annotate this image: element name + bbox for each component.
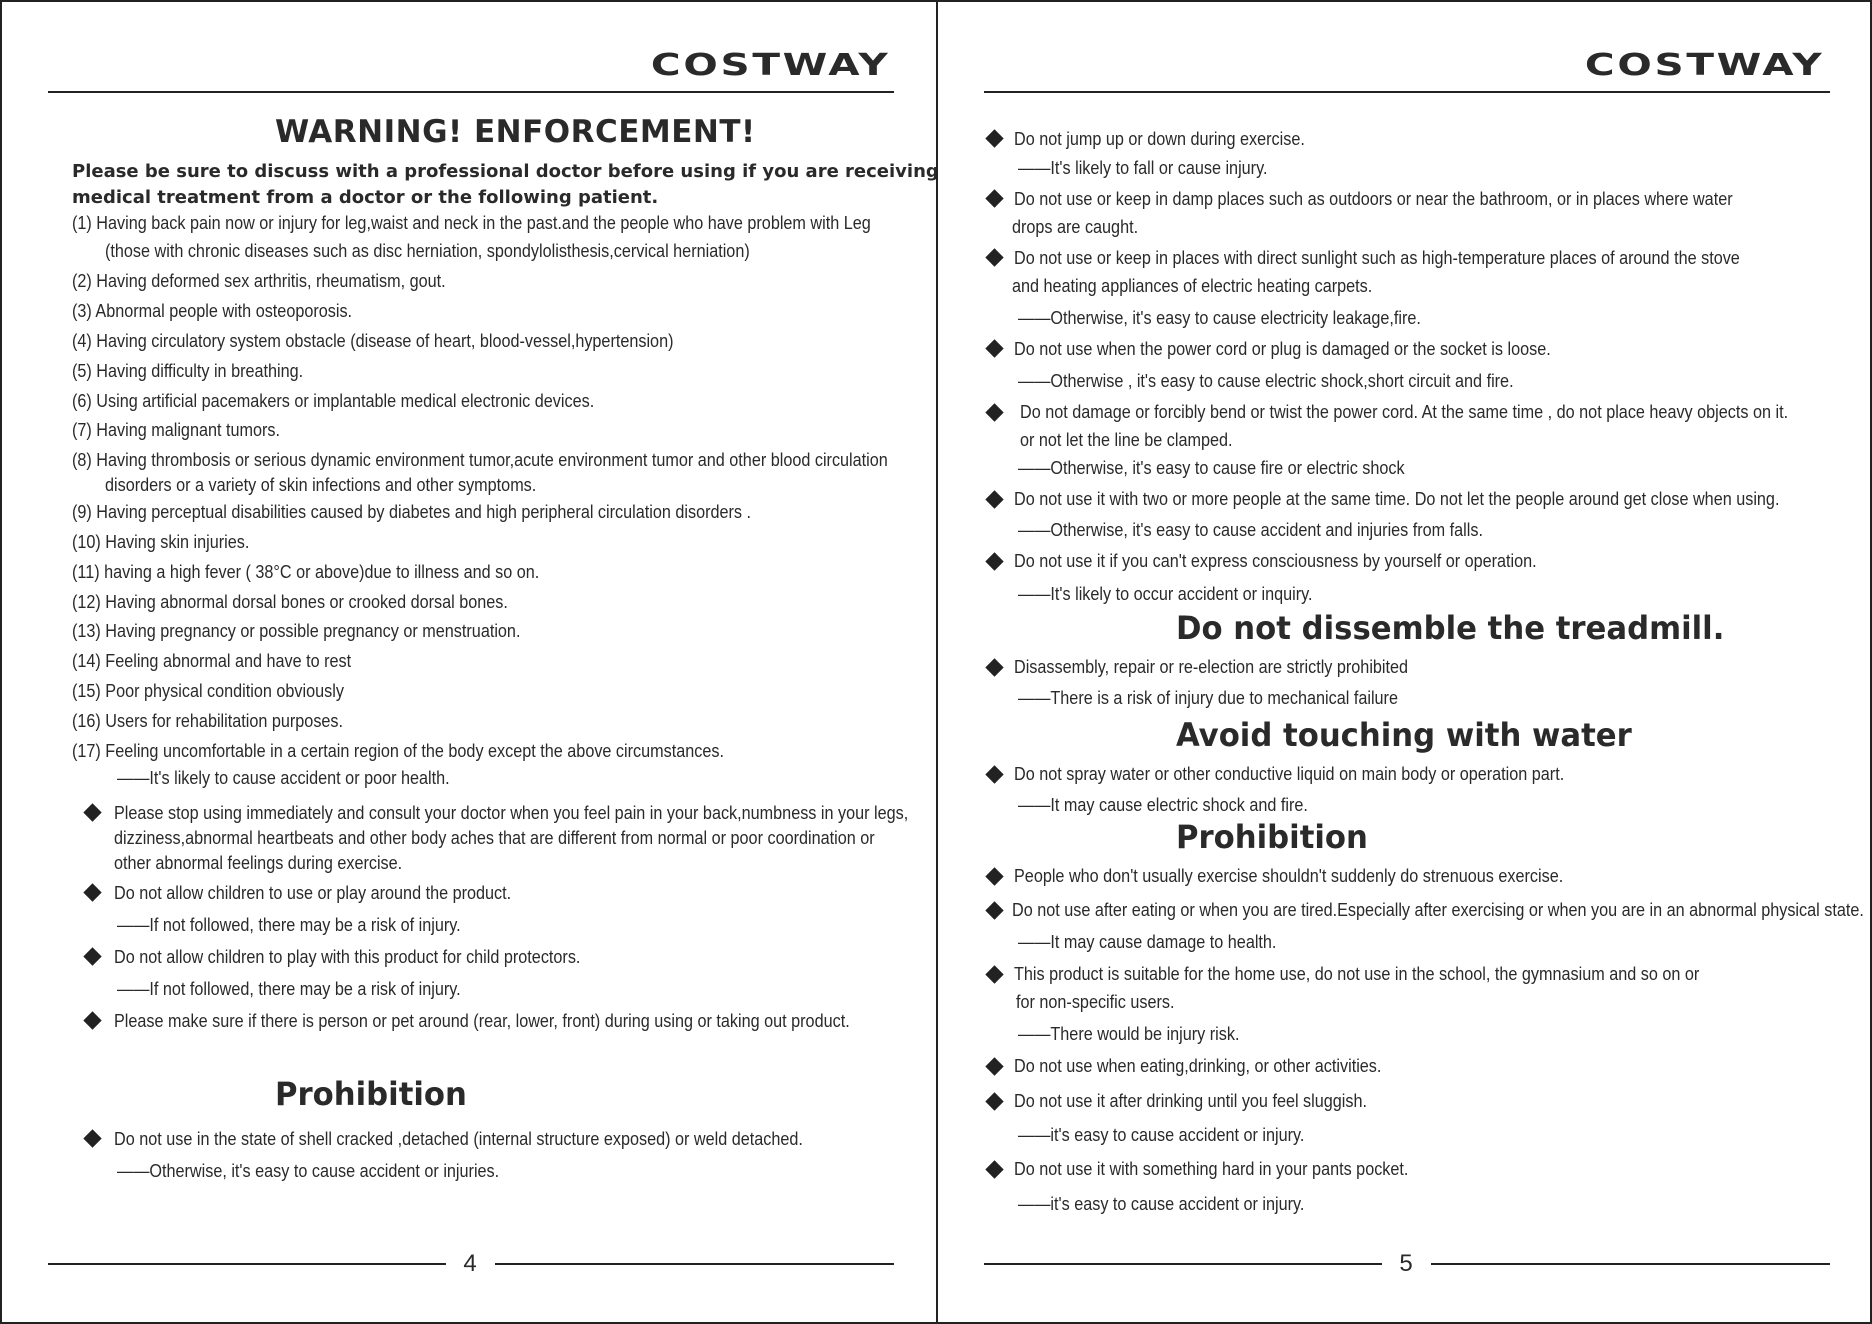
warning-bullet: Do not use or keep in places with direct sunlight such as high-temperature places of around the stove [1014, 248, 1740, 268]
diamond-bullet-icon [985, 339, 1003, 357]
consequence-note: ——If not followed, there may be a risk of injury. [117, 915, 461, 935]
prohibition-bullet: Do not use in the state of shell cracked ,detached (internal structure exposed) or weld detached. [114, 1129, 803, 1149]
warning-bullet: or not let the line be clamped. [1020, 430, 1233, 450]
warning-bullet: Please make sure if there is person or pet around (rear, lower, front) during using or taking out product. [114, 1011, 850, 1031]
diamond-bullet-icon [985, 867, 1003, 885]
header-rule [48, 91, 894, 93]
footer-rule [1431, 1263, 1830, 1265]
warning-bullet: other abnormal feelings during exercise. [114, 853, 403, 873]
intro-line: medical treatment from a doctor or the following patient. [72, 187, 659, 208]
diamond-bullet-icon [83, 883, 101, 901]
prohibition-bullet: This product is suitable for the home use, do not use in the school, the gymnasium and so on or [1014, 964, 1700, 984]
warning-title: WARNING! ENFORCEMENT! [275, 114, 756, 150]
page-footer [984, 1250, 1830, 1280]
warning-bullet: and heating appliances of electric heating carpets. [1012, 276, 1373, 296]
warning-bullet: Please stop using immediately and consult your doctor when you feel pain in your back,numbness in your legs, [114, 803, 909, 823]
warning-bullet: Disassembly, repair or re-election are strictly prohibited [1014, 657, 1409, 677]
consequence-note: ——Otherwise , it's easy to cause electric shock,short circuit and fire. [1018, 371, 1514, 391]
brand-logo: COSTWAY [1584, 48, 1824, 83]
prohibition-bullet: People who don't usually exercise shouldn't suddenly do strenuous exercise. [1014, 866, 1564, 886]
diamond-bullet-icon [985, 129, 1003, 147]
consequence-note: ——It's likely to occur accident or inquiry. [1018, 584, 1313, 604]
consequence-note: ——If not followed, there may be a risk of injury. [117, 979, 461, 999]
prohibition-bullet: Do not use when eating,drinking, or other activities. [1014, 1056, 1382, 1076]
consequence-note: ——There would be injury risk. [1018, 1024, 1240, 1044]
page-number: 5 [1399, 1250, 1413, 1277]
condition-item: (17) Feeling uncomfortable in a certain region of the body except the above circumstances. [72, 741, 724, 761]
page-right [936, 0, 1872, 1324]
condition-item: (1) Having back pain now or injury for leg,waist and neck in the past.and the people who have problem with Leg [72, 213, 871, 233]
consequence-note: ——There is a risk of injury due to mechanical failure [1018, 688, 1398, 708]
consequence-note: ——It may cause damage to health. [1018, 932, 1277, 952]
diamond-bullet-icon [83, 1011, 101, 1029]
prohibition-bullet: Do not use after eating or when you are tired.Especially after exercising or when you are in an abnormal physical state. [1012, 900, 1864, 920]
dissemble-heading: Do not dissemble the treadmill. [1176, 609, 1725, 647]
diamond-bullet-icon [985, 1092, 1003, 1110]
warning-bullet: Do not allow children to play with this product for child protectors. [114, 947, 581, 967]
warning-bullet: Do not spray water or other conductive liquid on main body or operation part. [1014, 764, 1565, 784]
condition-item: (13) Having pregnancy or possible pregnancy or menstruation. [72, 621, 521, 641]
condition-item: (8) Having thrombosis or serious dynamic environment tumor,acute environment tumor and other blood circulation [72, 450, 888, 470]
consequence-note: ——it's easy to cause accident or injury. [1018, 1125, 1305, 1145]
condition-item: (12) Having abnormal dorsal bones or crooked dorsal bones. [72, 592, 508, 612]
diamond-bullet-icon [985, 765, 1003, 783]
header-rule [984, 91, 1830, 93]
consequence-note: ——Otherwise, it's easy to cause accident and injuries from falls. [1018, 520, 1483, 540]
condition-item: (16) Users for rehabilitation purposes. [72, 711, 344, 731]
condition-item: (9) Having perceptual disabilities caused by diabetes and high peripheral circulation disorders . [72, 502, 751, 522]
warning-bullet: dizziness,abnormal heartbeats and other body aches that are different from normal or poor coordination or [114, 828, 875, 848]
diamond-bullet-icon [985, 901, 1003, 919]
diamond-bullet-icon [985, 248, 1003, 266]
warning-bullet: Do not use it if you can't express consciousness by yourself or operation. [1014, 551, 1537, 571]
warning-bullet: Do not jump up or down during exercise. [1014, 129, 1305, 149]
diamond-bullet-icon [83, 947, 101, 965]
condition-item: (5) Having difficulty in breathing. [72, 361, 304, 381]
diamond-bullet-icon [985, 965, 1003, 983]
condition-item: (those with chronic diseases such as disc herniation, spondylolisthesis,cervical herniation) [105, 241, 750, 261]
page-number: 4 [463, 1250, 477, 1277]
diamond-bullet-icon [985, 490, 1003, 508]
consequence-note: ——It may cause electric shock and fire. [1018, 795, 1308, 815]
diamond-bullet-icon [83, 803, 101, 821]
consequence-note: ——It's likely to cause accident or poor health. [117, 768, 450, 788]
condition-item: disorders or a variety of skin infections and other symptoms. [105, 475, 537, 495]
diamond-bullet-icon [985, 552, 1003, 570]
condition-item: (2) Having deformed sex arthritis, rheumatism, gout. [72, 271, 446, 291]
condition-item: (3) Abnormal people with osteoporosis. [72, 301, 353, 321]
consequence-note: ——it's easy to cause accident or injury. [1018, 1194, 1305, 1214]
diamond-bullet-icon [985, 403, 1003, 421]
condition-item: (11) having a high fever ( 38°C or above)due to illness and so on. [72, 562, 540, 582]
warning-bullet: drops are caught. [1012, 217, 1139, 237]
diamond-bullet-icon [985, 1160, 1003, 1178]
warning-bullet: Do not damage or forcibly bend or twist the power cord. At the same time , do not place heavy objects on it. [1020, 402, 1789, 422]
diamond-bullet-icon [83, 1129, 101, 1147]
prohibition-bullet: Do not use it after drinking until you feel sluggish. [1014, 1091, 1368, 1111]
prohibition-bullet: Do not use it with something hard in your pants pocket. [1014, 1159, 1409, 1179]
diamond-bullet-icon [985, 189, 1003, 207]
prohibition-bullet: for non-specific users. [1016, 992, 1175, 1012]
warning-bullet: Do not use when the power cord or plug is damaged or the socket is loose. [1014, 339, 1551, 359]
intro-line: Please be sure to discuss with a professional doctor before using if you are receiving [72, 161, 939, 182]
page-footer [48, 1250, 894, 1280]
condition-item: (14) Feeling abnormal and have to rest [72, 651, 352, 671]
consequence-note: ——It's likely to fall or cause injury. [1018, 158, 1268, 178]
warning-bullet: Do not use or keep in damp places such as outdoors or near the bathroom, or in places where water [1014, 189, 1733, 209]
diamond-bullet-icon [985, 658, 1003, 676]
prohibition-heading: Prohibition [1176, 818, 1368, 856]
water-heading: Avoid touching with water [1176, 716, 1632, 754]
condition-item: (7) Having malignant tumors. [72, 420, 280, 440]
warning-bullet: Do not allow children to use or play around the product. [114, 883, 512, 903]
consequence-note: ——Otherwise, it's easy to cause fire or electric shock [1018, 458, 1405, 478]
condition-item: (15) Poor physical condition obviously [72, 681, 344, 701]
condition-item: (6) Using artificial pacemakers or implantable medical electronic devices. [72, 391, 595, 411]
consequence-note: ——Otherwise, it's easy to cause accident or injuries. [117, 1161, 500, 1181]
condition-item: (4) Having circulatory system obstacle (disease of heart, blood-vessel,hypertension) [72, 331, 674, 351]
footer-rule [48, 1263, 446, 1265]
footer-rule [495, 1263, 894, 1265]
diamond-bullet-icon [985, 1057, 1003, 1075]
condition-item: (10) Having skin injuries. [72, 532, 250, 552]
warning-bullet: Do not use it with two or more people at the same time. Do not let the people around get close when using. [1014, 489, 1780, 509]
consequence-note: ——Otherwise, it's easy to cause electricity leakage,fire. [1018, 308, 1421, 328]
brand-logo: COSTWAY [650, 48, 890, 83]
prohibition-heading: Prohibition [275, 1075, 467, 1113]
footer-rule [984, 1263, 1382, 1265]
